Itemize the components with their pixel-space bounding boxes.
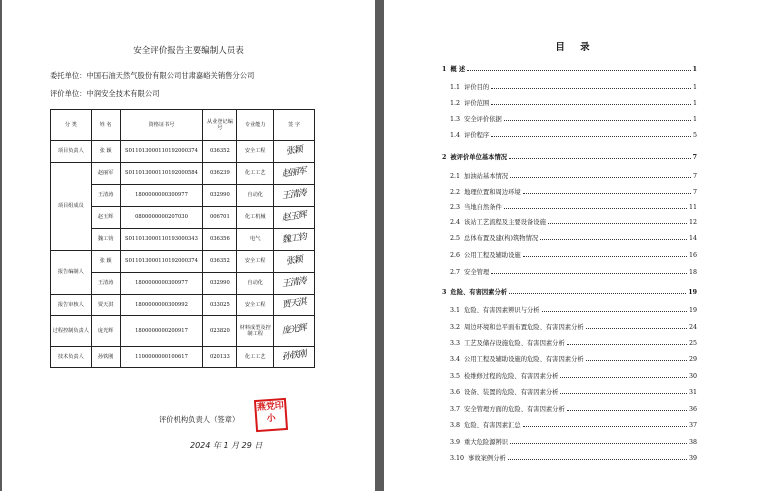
toc-leader-dots: [542, 311, 687, 312]
signature-cell: [274, 163, 315, 185]
toc-page-number: 19: [688, 307, 697, 314]
toc-page-number: 1: [692, 66, 697, 73]
cert-cell: 1800000000300977: [120, 185, 203, 207]
toc-entry-title: 评价程序: [464, 132, 490, 139]
evaluator-line: [50, 89, 159, 99]
toc-page-number: 1: [692, 84, 697, 91]
signature-cell: [274, 251, 315, 273]
toc-page-number: 30: [688, 373, 697, 380]
toc-number: 1.4: [450, 132, 461, 139]
toc-entry-title: 地理位置和周边环境: [464, 189, 521, 196]
handwritten-signature: 庞光辉: [281, 323, 307, 338]
toc-number: 3.7: [450, 406, 461, 413]
cert-cell: S011013000110192000584: [120, 163, 203, 185]
toc-entry[interactable]: [450, 201, 697, 211]
reg-cell: 020133: [203, 347, 237, 368]
signature-cell: [274, 207, 315, 229]
category-cell: 技术负责人: [51, 347, 92, 368]
toc-entry[interactable]: [450, 81, 697, 91]
toc-entry-title: 危险、有害因素辨识与分析: [464, 307, 540, 314]
reg-cell: 036352: [203, 141, 237, 163]
toc-entry[interactable]: [450, 304, 697, 314]
toc-leader-dots: [510, 177, 691, 178]
toc-entry-title: 安全管理: [464, 269, 490, 276]
toc-leader-dots: [567, 410, 687, 411]
handwritten-signature: 贾天淇: [281, 297, 307, 312]
toc-entry-title: 检维修过程的危险、有害因素分析: [464, 373, 559, 380]
signature-cell: [274, 295, 315, 316]
handwritten-signature: 赵玉辉: [281, 210, 307, 224]
reg-cell: 006701: [203, 207, 237, 229]
toc-leader-dots: [467, 70, 690, 71]
toc-entry-title: 评价目的: [464, 84, 490, 91]
name-cell: 张 颖: [91, 141, 120, 163]
toc-entry-title: 安全管理方面的危险、有害因素分析: [464, 406, 565, 413]
toc-leader-dots: [560, 377, 687, 378]
major-cell: 材料成型及控制工程: [237, 316, 274, 347]
category-cell: 项目负责人: [51, 141, 92, 163]
table-row: [51, 316, 315, 347]
toc-page-number: 39: [688, 455, 697, 462]
toc-number: 2.5: [450, 235, 461, 242]
header-cert: 资格证书号: [120, 110, 203, 141]
toc-number: 3.4: [450, 356, 461, 363]
signing-date: 2024 年 1 月 29 日: [190, 441, 263, 450]
toc-entry[interactable]: [450, 129, 697, 139]
toc-leader-dots: [509, 293, 686, 294]
major-cell: 安全工程: [237, 141, 274, 163]
cert-cell: 0800000000207030: [120, 207, 203, 229]
toc-page-number: 7: [692, 189, 697, 196]
toc-number: 3.10: [450, 455, 465, 462]
toc-number: 2.4: [450, 219, 461, 226]
name-cell: 王清涛: [91, 273, 120, 295]
toc-page-number: 1: [692, 116, 697, 123]
client-label: 委托单位：: [50, 71, 87, 80]
reg-cell: 036239: [203, 163, 237, 185]
toc-entry-title: 安全评价依据: [464, 116, 502, 123]
toc-entry[interactable]: [450, 216, 697, 226]
name-cell: 贾天淇: [91, 295, 120, 316]
name-cell: 王清涛: [91, 185, 120, 207]
toc-entry[interactable]: [450, 170, 697, 180]
table-row: [51, 251, 315, 273]
toc-entry[interactable]: [450, 386, 697, 396]
staff-page: [2, 0, 375, 491]
toc-entry[interactable]: [450, 452, 697, 462]
client-name: 中国石油天然气股份有限公司甘肃嘉峪关销售分公司: [86, 71, 255, 80]
table-row: [51, 347, 315, 368]
toc-entry[interactable]: [450, 186, 697, 196]
toc-number: 1.1: [450, 84, 461, 91]
header-name: 姓 名: [91, 110, 120, 141]
toc-leader-dots: [491, 104, 691, 105]
signature-cell: [274, 347, 315, 368]
toc-entry[interactable]: [450, 266, 697, 276]
toc-entry[interactable]: [450, 337, 697, 347]
toc-number: 3.9: [450, 439, 461, 446]
toc-entry-title: 被评价单位基本情况: [450, 154, 508, 161]
toc-entry-title: 当地自然条件: [464, 204, 502, 211]
name-cell: 孙铁刚: [91, 347, 120, 368]
toc-leader-dots: [523, 256, 687, 257]
toc-entry[interactable]: [450, 321, 697, 331]
toc-number: 3.8: [450, 422, 461, 429]
toc-number: 1: [442, 66, 447, 73]
toc-entry-title: 危险、有害因素汇总: [464, 422, 521, 429]
reg-cell: 032990: [203, 185, 237, 207]
toc-page-number: 31: [688, 389, 697, 396]
toc-entry[interactable]: [450, 249, 697, 259]
toc-entry-title: 设备、装置的危险、有害因素分析: [464, 389, 559, 396]
signature-cell: [274, 229, 315, 251]
toc-leader-dots: [540, 239, 687, 240]
toc-entry-title: 重大危险源辨识: [464, 439, 509, 446]
official-stamp: [254, 398, 288, 432]
toc-leader-dots: [548, 223, 687, 224]
name-cell: 张 颖: [91, 251, 120, 273]
toc-leader-dots: [510, 443, 687, 444]
toc-leader-dots: [491, 273, 687, 274]
cert-cell: S011013000110192000374: [120, 141, 203, 163]
toc-number: 2.2: [450, 189, 461, 196]
toc-page-number: 16: [688, 252, 697, 259]
toc-entry[interactable]: [450, 403, 697, 413]
signature-cell: [274, 185, 315, 207]
cert-cell: S011013000110193000343: [120, 229, 203, 251]
toc-page-number: 12: [688, 219, 697, 226]
major-cell: 化工工艺: [237, 347, 274, 368]
toc-number: 2.7: [450, 269, 461, 276]
toc-page-number: 19: [688, 289, 697, 296]
table-row: [51, 141, 315, 163]
toc-leader-dots: [491, 136, 691, 137]
cert-cell: 1100000000100617: [120, 347, 203, 368]
handwritten-signature: 王清涛: [281, 188, 307, 202]
table-header-row: [51, 110, 315, 141]
toc-page-number: 1: [692, 100, 697, 107]
toc-entry-title: 公用工程及辅助设施: [464, 252, 521, 259]
header-signature: 签 字: [274, 110, 315, 141]
toc-entry-title: 事故案例分析: [468, 455, 506, 462]
evaluator-name: 中润安全技术有限公司: [86, 89, 160, 98]
signature-cell: [274, 316, 315, 347]
name-cell: 赵丽军: [91, 163, 120, 185]
toc-leader-dots: [509, 158, 691, 159]
category-cell: 项目组成员: [51, 163, 92, 251]
handwritten-signature: 张颖: [285, 254, 303, 267]
toc-page-number: 5: [692, 132, 697, 139]
header-category: 分 类: [51, 110, 92, 141]
toc-entry[interactable]: [450, 353, 697, 363]
toc-number: 3.1: [450, 307, 461, 314]
toc-number: 2.3: [450, 204, 461, 211]
evaluator-label: 评价单位：: [50, 89, 87, 98]
table-row: [51, 163, 315, 185]
footer-label: 评价机构负责人（签章）: [159, 415, 240, 424]
reg-cell: 032990: [203, 273, 237, 295]
handwritten-signature: 孙铁刚: [281, 349, 307, 364]
toc-entry-title: 总体布置及建(构)筑物情况: [464, 235, 539, 242]
toc-number: 2.1: [450, 173, 461, 180]
reg-cell: 036356: [203, 229, 237, 251]
toc-page-number: 14: [688, 235, 697, 242]
toc-leader-dots: [567, 344, 687, 345]
toc-page-number: 36: [688, 406, 697, 413]
handwritten-signature: 魏工钧: [281, 232, 307, 246]
toc-number: 3.6: [450, 389, 461, 396]
toc-page: [384, 0, 767, 491]
toc-entry[interactable]: [450, 232, 697, 242]
major-cell: 自动化: [237, 185, 274, 207]
header-major: 专业能力: [237, 110, 274, 141]
toc-leader-dots: [504, 120, 691, 121]
toc-page-number: 25: [688, 340, 697, 347]
toc-entry-title: 该站工艺流程及主要设备设施: [464, 219, 546, 226]
major-cell: 安全工程: [237, 251, 274, 273]
reg-cell: 036352: [203, 251, 237, 273]
toc-entry[interactable]: [450, 97, 697, 107]
cert-cell: 1800000000300977: [120, 273, 203, 295]
header-reg: 从业登记编号: [203, 110, 237, 141]
reg-cell: 023820: [203, 316, 237, 347]
page-title: 安全评价报告主要编制人员表: [133, 46, 244, 56]
toc-entry[interactable]: [450, 436, 697, 446]
toc-page-number: 11: [688, 204, 697, 211]
toc-page-number: 18: [688, 269, 697, 276]
major-cell: 安全工程: [237, 295, 274, 316]
cert-cell: S011013000110192000374: [120, 251, 203, 273]
toc-leader-dots: [508, 459, 687, 460]
toc-leader-dots: [586, 328, 687, 329]
toc-leader-dots: [523, 193, 691, 194]
toc-entry-title: 工艺及储存设施危险、有害因素分析: [464, 340, 565, 347]
toc-number: 1.3: [450, 116, 461, 123]
toc-page-number: 29: [688, 356, 697, 363]
toc-entry[interactable]: [450, 370, 697, 380]
table-row: [51, 295, 315, 316]
toc-leader-dots: [560, 393, 687, 394]
reg-cell: 033025: [203, 295, 237, 316]
toc-entry-title: 加油站基本情况: [464, 173, 509, 180]
toc-leader-dots: [586, 360, 687, 361]
toc-entry[interactable]: [450, 113, 697, 123]
toc-entry-title: 危险、有害因素分析: [450, 289, 508, 296]
toc-page-number: 37: [688, 422, 697, 429]
handwritten-signature: 王清涛: [281, 276, 307, 290]
cert-cell: 1800000000300992: [120, 295, 203, 316]
category-cell: 报告审核人: [51, 295, 92, 316]
toc-entry-title: 周边环境和总平面布置危险、有害因素分析: [464, 324, 584, 331]
client-line: [50, 71, 254, 81]
toc-number: 3: [442, 289, 447, 296]
toc-page-number: 7: [692, 173, 697, 180]
staff-table: [50, 109, 315, 368]
toc-leader-dots: [523, 426, 687, 427]
toc-page-number: 24: [688, 324, 697, 331]
toc-entry-title: 公用工程及辅助设施的危险、有害因素分析: [464, 356, 584, 363]
major-cell: 自动化: [237, 273, 274, 295]
category-cell: 过程控制负责人: [51, 316, 92, 347]
handwritten-signature: 张颖: [285, 144, 303, 157]
toc-entry[interactable]: [442, 151, 697, 161]
toc-entry[interactable]: [442, 63, 697, 73]
major-cell: 电气: [237, 229, 274, 251]
handwritten-signature: 赵丽军: [281, 166, 307, 180]
signature-cell: [274, 141, 315, 163]
name-cell: 赵玉辉: [91, 207, 120, 229]
toc-entry-title: 概 述: [450, 66, 466, 73]
toc-entry-title: 评价范围: [464, 100, 490, 107]
name-cell: 庞光辉: [91, 316, 120, 347]
major-cell: 化工机械: [237, 207, 274, 229]
category-cell: 报告编制人: [51, 251, 92, 295]
toc-number: 3.5: [450, 373, 461, 380]
toc-number: 1.2: [450, 100, 461, 107]
major-cell: 化工工艺: [237, 163, 274, 185]
toc-title: 目 录: [555, 42, 596, 53]
toc-number: 3.3: [450, 340, 461, 347]
toc-leader-dots: [504, 208, 687, 209]
stamp-text: 燕党印小: [256, 401, 285, 425]
toc-leader-dots: [491, 88, 691, 89]
toc-entry[interactable]: [450, 419, 697, 429]
toc-page-number: 38: [688, 439, 697, 446]
cert-cell: 1800000000200917: [120, 316, 203, 347]
toc-number: 3.2: [450, 324, 461, 331]
toc-entry[interactable]: [442, 286, 697, 296]
signature-cell: [274, 273, 315, 295]
toc-page-number: 7: [692, 154, 697, 161]
name-cell: 魏工钧: [91, 229, 120, 251]
toc-number: 2: [442, 154, 447, 161]
toc-number: 2.6: [450, 252, 461, 259]
